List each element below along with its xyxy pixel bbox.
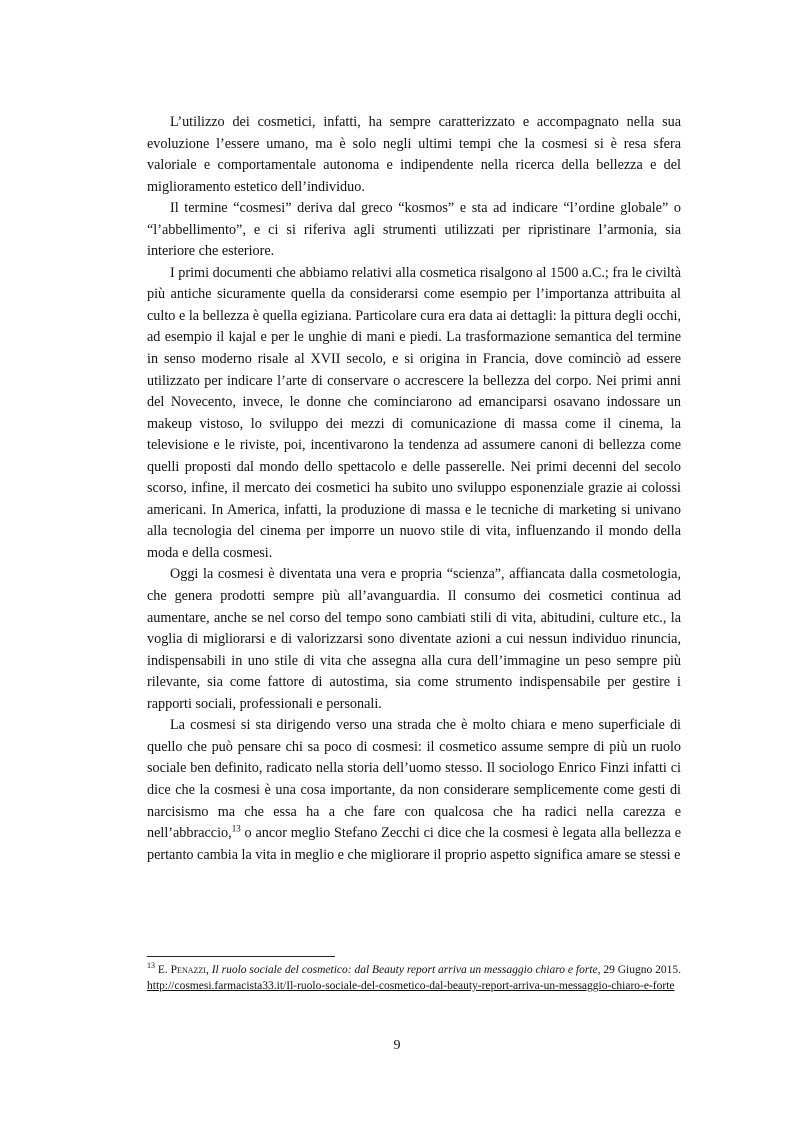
page-number: 9 <box>393 1038 401 1053</box>
footnote-date: , 29 Giugno 2015. <box>597 964 681 976</box>
footnote-link[interactable]: http://cosmesi.farmacista33.it/Il-ruolo-sociale-del-cosmetico-dal-beauty-report-arriva-un-messaggio-chiaro-e-forte <box>147 980 675 992</box>
paragraph: Il termine “cosmesi” deriva dal greco “kosmos” e sta ad indicare “l’ordine globale” o “l’abbellimento”, e ci si riferiva agli strumenti utilizzati per ripristinare l’armonia, sia interiore che esteriore. <box>147 200 681 260</box>
footnote-number: 13 <box>147 961 155 971</box>
paragraph: I primi documenti che abbiamo relativi alla cosmetica risalgono al 1500 a.C.; fra le civiltà più antiche sicuramente quella da considerarsi come esempio per l’importanza attribuita al culto e la bellezza è quella egiziana. Particolare cura era data ai dettagli: la pittura degli occhi, ad esempio il kajal e per le unghie di mani e piedi. La trasformazione semantica del termine in senso moderno risale al XVII secolo, e si origina in Francia, dove cominciò ad essere utilizzato per indicare l’arte di conservare o accrescere la bellezza del corpo. Nei primi anni del Novecento, invece, le donne che cominciarono ad emanciparsi osavano indossare un makeup vistoso, lo sviluppo dei mezzi di comunicazione di massa come il cinema, la televisione e le riviste, poi, incentivarono la tendenza ad assumere canoni di bellezza come quelli proposti dal mondo dello spettacolo e delle passerelle. Nei primi decenni del secolo scorso, infine, il mercato dei cosmetici ha subito uno sviluppo esponenziale grazie ai colossi americani. In America, infatti, la produzione di massa e le tecniche di marketing si univano alla tecnologia del cinema per imporre un nuovo stile di vita, influenzando il mondo della moda e della cosmesi. <box>147 264 681 561</box>
footnote-reference[interactable]: 13 <box>231 823 241 834</box>
footnote-separator <box>147 956 335 957</box>
footnote: $^{13}$ E. Penazzi, Il ruolo sociale del cosmetico: dal Beauty report arriva un messaggio chiaro e forte, 29 Giugno 2015. http://cosmesi.farmacista33.it/Il-ruolo-sociale-del-cosmetico-dal-beauty-report-arriva-un-messaggio-chiaro-e-forte <box>147 961 681 992</box>
footnote-author-initial: E. <box>157 964 168 976</box>
paragraph-text: o ancor meglio Stefano Zecchi ci dice che la cosmesi è legata alla bellezza e pertanto cambia la vita in meglio e che migliorare il proprio aspetto significa amare se stessi e <box>147 825 681 863</box>
footnote-author: Penazzi <box>170 964 206 976</box>
paragraph: Oggi la cosmesi è diventata una vera e propria “scienza”, affiancata dalla cosmetologia, che genera prodotti sempre più all’avanguardia. Il consumo dei cosmetici continua ad aumentare, anche se nel corso del tempo sono cambiati stili di vita, abitudini, culture etc., la voglia di migliorarsi e di valorizzarsi sono diventate azioni a cui nessun individuo rinuncia, indispensabili in uno stile di vita che assegna alla cura dell’immagine un peso sempre più rilevante, sia come fattore di autostima, sia come strumento indispensabile per gestire i rapporti sociali, professionali e personali. <box>147 566 681 712</box>
footnote-title: Il ruolo sociale del cosmetico: dal Beauty report arriva un messaggio chiaro e forte <box>211 964 598 976</box>
paragraph-last <box>147 715 681 866</box>
paragraph: L’utilizzo dei cosmetici, infatti, ha sempre caratterizzato e accompagnato nella sua evoluzione l’essere umano, ma è solo negli ultimi tempi che la cosmesi si è resa sfera valoriale e comportamentale autonoma e indipendente nella ricerca della bellezza e del miglioramento estetico dell’individuo. <box>147 114 681 195</box>
body-text <box>147 112 681 866</box>
paragraph-text: La cosmesi si sta dirigendo verso una strada che è molto chiara e meno superficiale di quello che può pensare chi sa poco di cosmesi: il cosmetico assume sempre di più un ruolo sociale ben definito, radicato nella storia dell’uomo stesso. Il sociologo Enrico Finzi infatti ci dice che la cosmesi è una cosa importante, da non considerare semplicemente come gesti di narcisismo ma che essa ha a che fare con qualcosa che ha radici nella carezza e nell’abbraccio, <box>147 717 681 842</box>
